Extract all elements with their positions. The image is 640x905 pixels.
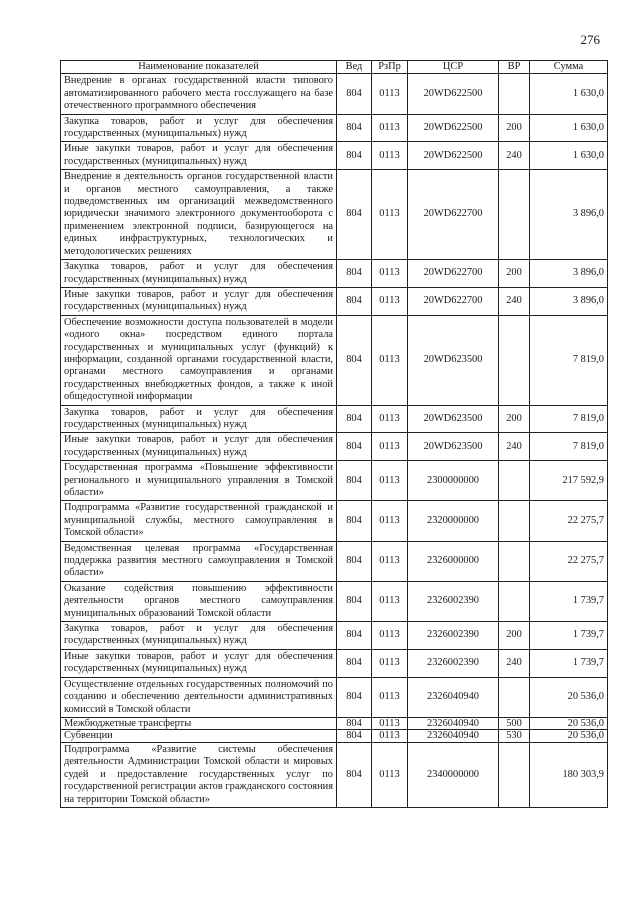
row-rzpr: 0113 [372,717,408,730]
row-sum: 20 536,0 [530,730,608,743]
row-ved: 804 [337,287,372,315]
row-rzpr: 0113 [372,677,408,717]
row-sum: 1 739,7 [530,649,608,677]
row-rzpr: 0113 [372,114,408,142]
header-csr: ЦСР [408,61,499,74]
row-csr: 20WD622500 [408,74,499,114]
table-row [61,742,608,807]
row-sum: 22 275,7 [530,501,608,541]
row-sum: 217 592,9 [530,461,608,501]
page-number: 276 [580,32,600,47]
row-rzpr: 0113 [372,142,408,170]
row-rzpr: 0113 [372,287,408,315]
row-name: Закупка товаров, работ и услуг для обеспечения государственных (муниципальных) нужд [61,622,337,650]
row-name: Государственная программа «Повышение эффективности регионального и муниципального управления в Томской области» [61,461,337,501]
row-vr: 200 [499,622,530,650]
row-rzpr: 0113 [372,501,408,541]
table-row [61,405,608,433]
row-vr: 240 [499,142,530,170]
row-vr [499,581,530,621]
table-row [61,622,608,650]
row-csr: 20WD622700 [408,287,499,315]
row-ved: 804 [337,74,372,114]
row-ved: 804 [337,433,372,461]
row-csr: 2326040940 [408,717,499,730]
row-sum: 20 536,0 [530,717,608,730]
table-row [61,315,608,405]
table-row [61,730,608,743]
row-name: Ведомственная целевая программа «Государственная поддержка развития местного самоуправления в Томской области» [61,541,337,581]
row-name: Иные закупки товаров, работ и услуг для обеспечения государственных (муниципальных) нужд [61,649,337,677]
row-name: Внедрение в органах государственной власти типового автоматизированного рабочего места госслужащего на базе отечественного программного обеспечения [61,74,337,114]
row-sum: 180 303,9 [530,742,608,807]
row-sum: 1 630,0 [530,114,608,142]
header-sum: Сумма [530,61,608,74]
row-csr: 20WD622500 [408,142,499,170]
header-name: Наименование показателей [61,61,337,74]
row-vr [499,677,530,717]
table-row [61,649,608,677]
table-row [61,541,608,581]
row-rzpr: 0113 [372,730,408,743]
row-name: Закупка товаров, работ и услуг для обеспечения государственных (муниципальных) нужд [61,405,337,433]
row-rzpr: 0113 [372,581,408,621]
table-row [61,677,608,717]
row-vr [499,170,530,260]
row-ved: 804 [337,461,372,501]
row-ved: 804 [337,315,372,405]
row-name: Иные закупки товаров, работ и услуг для обеспечения государственных (муниципальных) нужд [61,287,337,315]
row-rzpr: 0113 [372,74,408,114]
row-rzpr: 0113 [372,433,408,461]
row-rzpr: 0113 [372,405,408,433]
row-ved: 804 [337,717,372,730]
row-ved: 804 [337,649,372,677]
budget-table [60,60,608,808]
row-sum: 3 896,0 [530,170,608,260]
row-vr: 240 [499,287,530,315]
table-row [61,433,608,461]
header-rzpr: РзПр [372,61,408,74]
row-name: Иные закупки товаров, работ и услуг для обеспечения государственных (муниципальных) нужд [61,433,337,461]
row-sum: 1 739,7 [530,622,608,650]
row-csr: 2326040940 [408,677,499,717]
row-rzpr: 0113 [372,461,408,501]
table-row [61,501,608,541]
row-vr: 200 [499,405,530,433]
table-row [61,581,608,621]
row-ved: 804 [337,677,372,717]
table-row [61,142,608,170]
row-ved: 804 [337,581,372,621]
row-vr: 530 [499,730,530,743]
row-csr: 20WD622500 [408,114,499,142]
row-vr [499,315,530,405]
table-row [61,461,608,501]
row-ved: 804 [337,501,372,541]
row-vr [499,74,530,114]
row-vr [499,541,530,581]
row-name: Закупка товаров, работ и услуг для обеспечения государственных (муниципальных) нужд [61,114,337,142]
table-row [61,260,608,288]
row-rzpr: 0113 [372,742,408,807]
row-csr: 2340000000 [408,742,499,807]
row-name: Подпрограмма «Развитие государственной гражданской и муниципальной службы, местного самоуправления в Томской области» [61,501,337,541]
table-row [61,287,608,315]
table-row [61,170,608,260]
table-row [61,114,608,142]
table-header-row [61,61,608,74]
row-rzpr: 0113 [372,622,408,650]
row-csr: 20WD623500 [408,433,499,461]
row-rzpr: 0113 [372,541,408,581]
row-name: Иные закупки товаров, работ и услуг для обеспечения государственных (муниципальных) нужд [61,142,337,170]
row-sum: 1 630,0 [530,142,608,170]
row-csr: 20WD623500 [408,315,499,405]
row-vr: 240 [499,433,530,461]
row-ved: 804 [337,730,372,743]
row-csr: 2300000000 [408,461,499,501]
row-rzpr: 0113 [372,649,408,677]
row-csr: 2326002390 [408,622,499,650]
row-csr: 2320000000 [408,501,499,541]
row-ved: 804 [337,170,372,260]
row-csr: 20WD622700 [408,260,499,288]
row-ved: 804 [337,260,372,288]
row-name: Межбюджетные трансферты [61,717,337,730]
row-vr [499,742,530,807]
row-csr: 2326000000 [408,541,499,581]
row-sum: 7 819,0 [530,433,608,461]
row-sum: 3 896,0 [530,260,608,288]
row-name: Внедрение в деятельность органов государственной власти и органов местного самоуправления, а также подведомственных им организаций межведомственного юридически значимого электронного документооборота с применением электронной подписи, базирующегося на единых инфраструктурных, технологических и методологических решениях [61,170,337,260]
row-sum: 20 536,0 [530,677,608,717]
row-ved: 804 [337,541,372,581]
row-name: Оказание содействия повышению эффективности деятельности органов местного самоуправления муниципальных образований Томской области [61,581,337,621]
row-csr: 2326002390 [408,649,499,677]
row-rzpr: 0113 [372,315,408,405]
row-name: Обеспечение возможности доступа пользователей в модели «одного окна» посредством единого портала государственных и муниципальных услуг (функций) к информации, созданной органами государственной власти, органами местного самоуправления и органами государственных внебюджетных фондов, а также к иной общедоступной информации [61,315,337,405]
row-name: Осуществление отдельных государственных полномочий по созданию и обеспечению деятельности административных комиссий в Томской области [61,677,337,717]
row-rzpr: 0113 [372,170,408,260]
row-ved: 804 [337,142,372,170]
row-rzpr: 0113 [372,260,408,288]
row-name: Подпрограмма «Развитие системы обеспечения деятельности Администрации Томской области и мировых судей и предоставление государственных услуг по государственной регистрации актов гражданского состояния на территории Томской области» [61,742,337,807]
header-ved: Вед [337,61,372,74]
row-csr: 20WD622700 [408,170,499,260]
row-vr: 500 [499,717,530,730]
table-row [61,74,608,114]
row-sum: 3 896,0 [530,287,608,315]
row-ved: 804 [337,622,372,650]
row-vr [499,501,530,541]
row-ved: 804 [337,742,372,807]
row-sum: 1 739,7 [530,581,608,621]
row-vr: 200 [499,114,530,142]
row-vr: 200 [499,260,530,288]
row-ved: 804 [337,114,372,142]
row-sum: 1 630,0 [530,74,608,114]
table-row [61,717,608,730]
row-sum: 7 819,0 [530,315,608,405]
header-vr: ВР [499,61,530,74]
row-sum: 22 275,7 [530,541,608,581]
row-name: Закупка товаров, работ и услуг для обеспечения государственных (муниципальных) нужд [61,260,337,288]
row-sum: 7 819,0 [530,405,608,433]
row-csr: 2326002390 [408,581,499,621]
row-csr: 20WD623500 [408,405,499,433]
row-vr: 240 [499,649,530,677]
row-name: Субвенции [61,730,337,743]
row-csr: 2326040940 [408,730,499,743]
row-vr [499,461,530,501]
row-ved: 804 [337,405,372,433]
